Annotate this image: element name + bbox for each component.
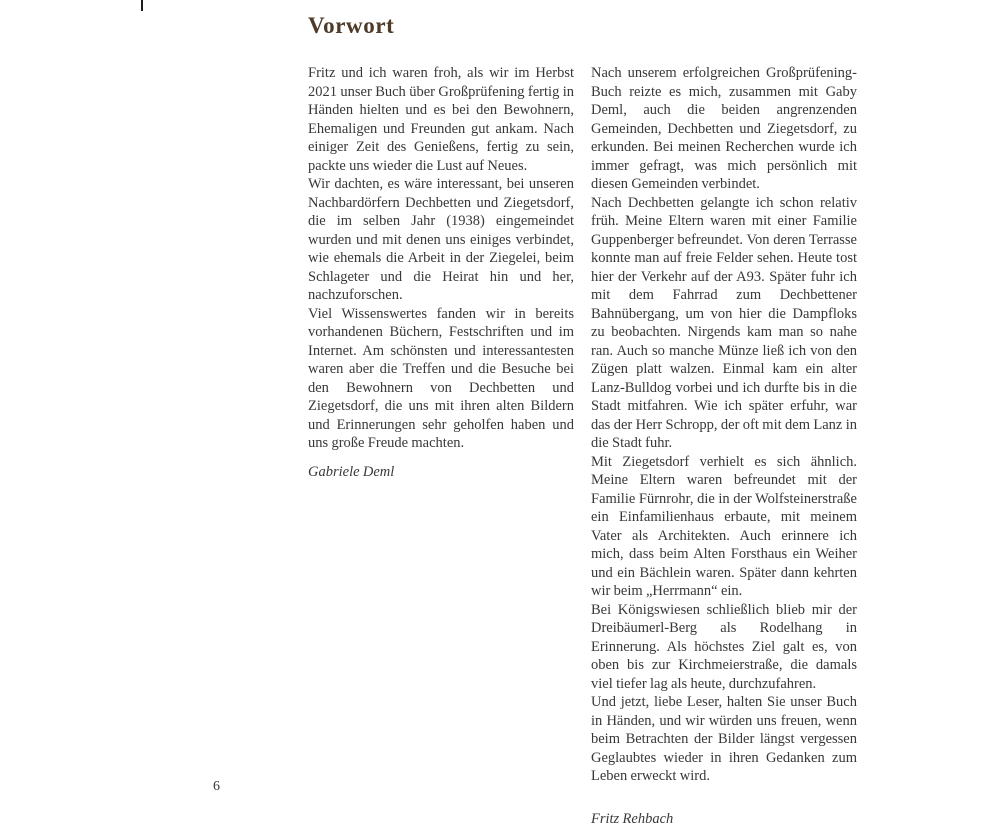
right-column — [591, 64, 857, 828]
author-signature-left: Gabriele Deml — [308, 463, 574, 482]
paragraph: Nach Dechbetten gelangte ich schon relativ früh. Meine Eltern waren mit einer Familie Guppenberger befreundet. Von deren Terrasse konnte man auf freie Felder sehen. Heute tost hier der Verkehr auf der A93. Später fuhr ich mit dem Fahrrad zum Dechbettener Bahnübergang, um von hier die Dampfloks zu beobachten. Nirgends kam man so nahe ran. Auch so manche Münze ließ ich von den Zügen platt walzen. Einmal kam ein alter Lanz-Bulldog vorbei und ich durfte bis in die Stadt mitfahren. Wie ich später erfuhr, war das der Herr Schropp, der oft mit dem Lanz in die Stadt fuhr. — [591, 194, 857, 453]
paragraph: Viel Wissenswertes fanden wir in bereits vorhandenen Büchern, Festschriften und im Internet. Am schönsten und interessantesten waren aber die Treffen und die Besuche bei den Bewohnern von Dechbetten und Ziegetsdorf, die uns mit ihren alten Bildern und Erinnerungen sehr geholfen haben und uns große Freude machten. — [308, 305, 574, 453]
paragraph: Nach unserem erfolgreichen Großprüfening-Buch reizte es mich, zusammen mit Gaby Deml, auch die beiden angrenzenden Gemeinden, Dechbetten und Ziegetsdorf, zu erkunden. Bei meinen Recherchen wurde ich immer gefragt, was mich persönlich mit diesen Gemeinden verbindet. — [591, 64, 857, 194]
paragraph: Wir dachten, es wäre interessant, bei unseren Nachbardörfern Dechbetten und Ziegetsdorf, die im selben Jahr (1938) eingemeindet wurden und mit denen uns einiges verbindet, wie ehemals die Arbeit in der Ziegelei, beim Schlageter und die Heirat hin und her, nachzuforschen. — [308, 175, 574, 305]
paragraph: Bei Königswiesen schließlich blieb mir der Dreibäumerl-Berg als Rodelhang in Erinnerung. Als höchstes Ziel galt es, von oben bis zur Kirchmeierstraße, die damals viel tiefer lag als heute, durchzufahren. — [591, 601, 857, 694]
paragraph: Und jetzt, liebe Leser, halten Sie unser Buch in Händen, und wir würden uns freuen, wenn beim Betrachten der Bilder längst vergessen Geglaubtes wieder in ihren Gedanken zum Leben erweckt wird. — [591, 693, 857, 786]
paragraph: Fritz und ich waren froh, als wir im Herbst 2021 unser Buch über Großprüfening fertig in Händen hielten und es bei den Bewohnern, Ehemaligen und Freunden gut ankam. Nach einiger Zeit des Genießens, fertig zu sein, packte uns wieder die Lust auf Neues. — [308, 64, 574, 175]
left-column — [308, 64, 574, 828]
page-number: 6 — [213, 779, 220, 795]
paragraph: Mit Ziegetsdorf verhielt es sich ähnlich. Meine Eltern waren befreundet mit der Familie Fürnrohr, die in der Wolfsteinerstraße ein Einfamilienhaus erbaute, mit meinem Vater als Architekten. Auch erinnere ich mich, dass beim Alten Forsthaus ein Weiher und ein Bächlein waren. Später dann kehrten wir beim „Herrmann“ ein. — [591, 453, 857, 601]
page-title: Vorwort — [308, 13, 394, 39]
crop-mark — [141, 0, 143, 11]
author-signature-right: Fritz Rehbach — [591, 810, 857, 828]
text-columns — [308, 64, 857, 828]
